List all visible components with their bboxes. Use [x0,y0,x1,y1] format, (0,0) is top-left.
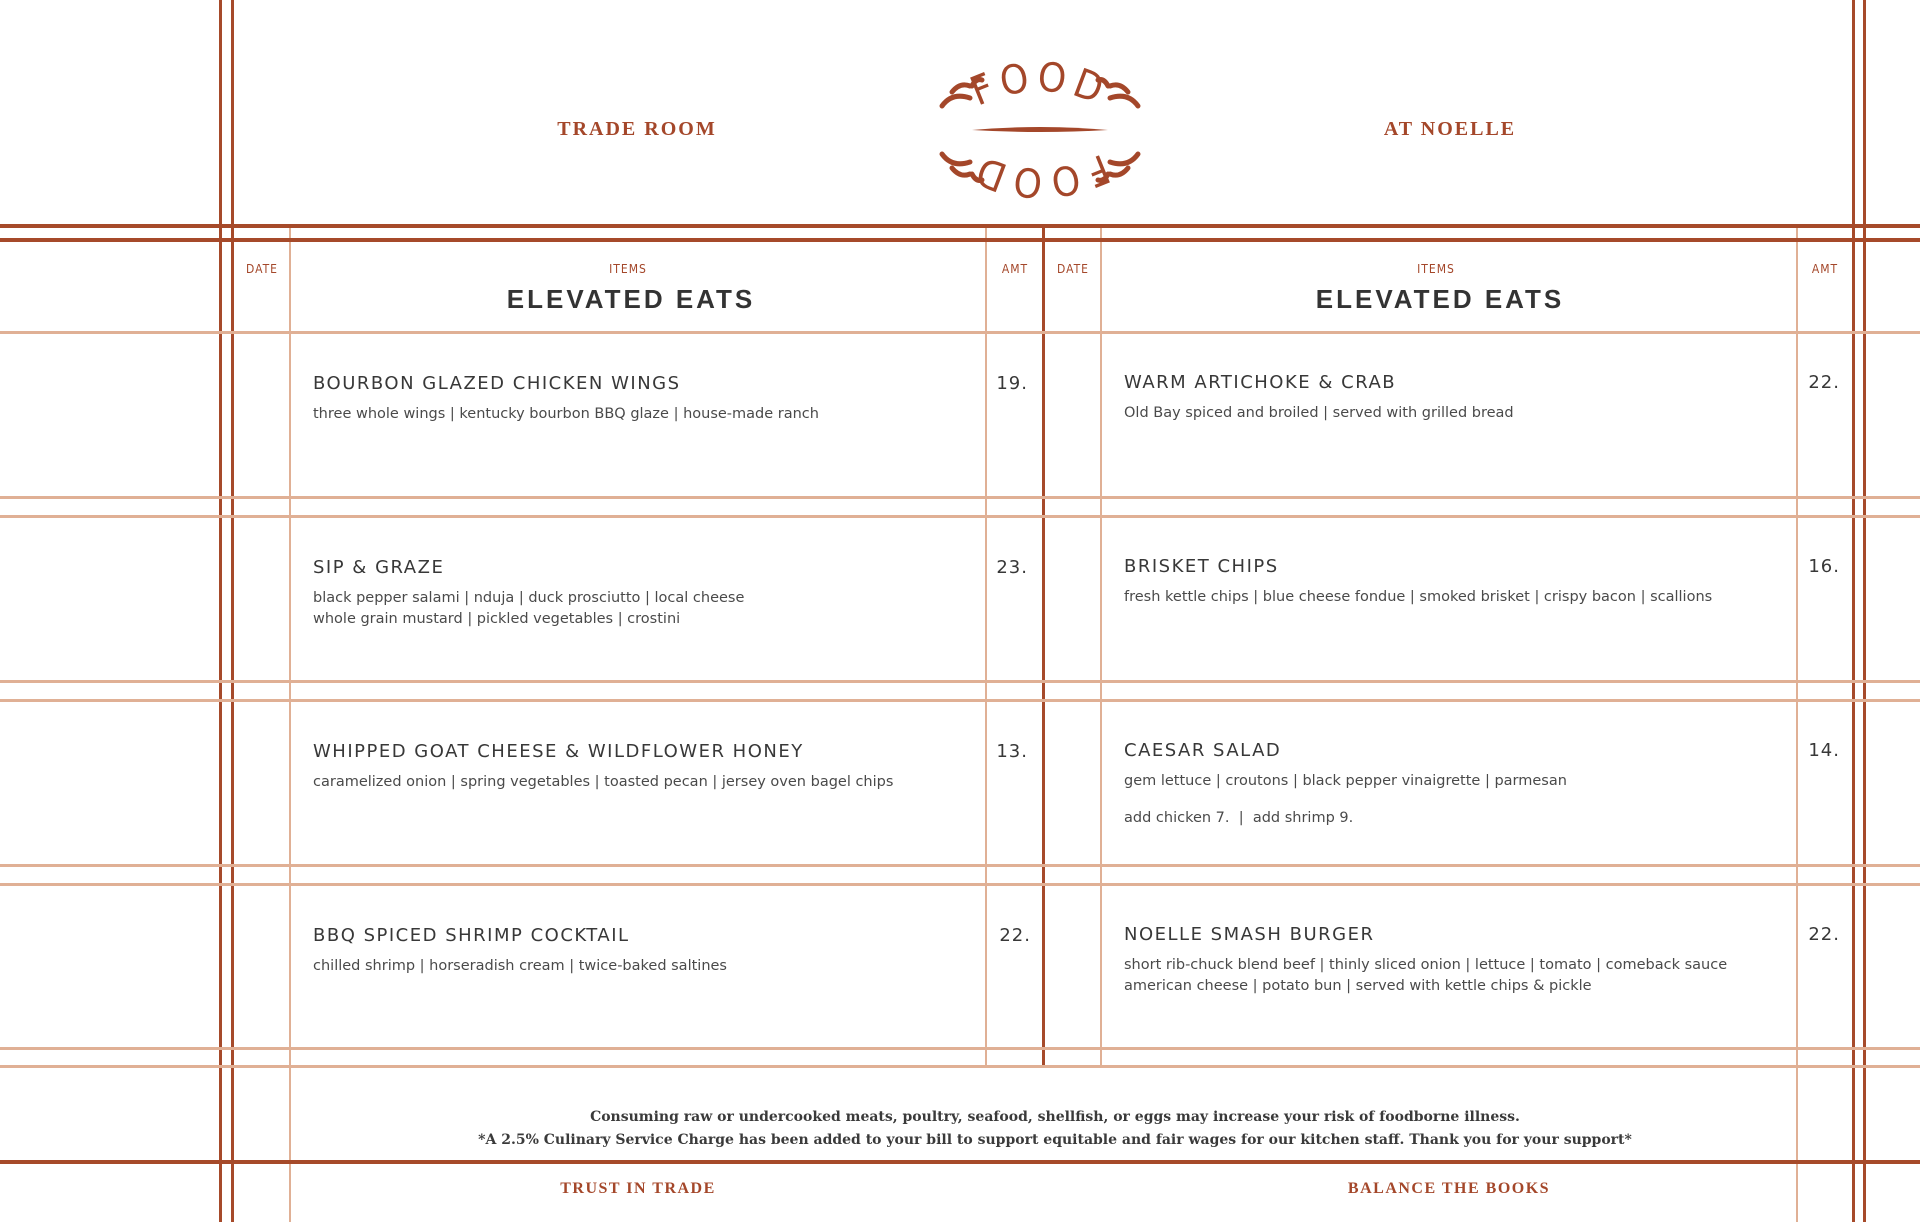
rule-horizontal-title [0,331,1920,334]
footer-left-tagline: TRUST IN TRADE [560,1180,716,1197]
menu-item-name: BOURBON GLAZED CHICKEN WINGS [313,373,681,394]
menu-item [1124,372,1804,424]
rule-horizontal-row2b [0,699,1920,702]
menu-item-name: WHIPPED GOAT CHEESE & WILDFLOWER HONEY [313,741,804,762]
column-header-date-left: DATE [246,262,278,276]
menu-item-description: short rib-chuck blend beef | thinly sliced onion | lettuce | tomato | comeback sauce [1124,957,1728,973]
menu-item-description: three whole wings | kentucky bourbon BBQ glaze | house-made ranch [313,406,819,422]
menu-item-description: whole grain mustard | pickled vegetables | crostini [313,611,681,627]
rule-horizontal-header-1 [0,224,1920,228]
rule-vertical-left-outer [219,0,222,1222]
footer-right-tagline: BALANCE THE BOOKS [1347,1180,1551,1197]
menu-item-description: Old Bay spiced and broiled | served with grilled bread [1124,405,1514,421]
menu-item-price: 22. [1808,372,1840,393]
rule-vertical-right-outer [1863,0,1866,1222]
column-header-items-right: ITEMS [1417,262,1455,276]
menu-item [313,925,993,977]
rule-horizontal-row1a [0,496,1920,499]
menu-item-name: SIP & GRAZE [313,557,445,578]
rule-vertical-left-inner [231,0,234,1222]
rule-horizontal-row4a [0,1047,1920,1050]
header-right-title: AT NOELLE [1383,118,1517,140]
column-header-amt-right: AMT [1811,262,1839,276]
menu-item-name: BRISKET CHIPS [1124,556,1279,577]
menu-item [313,557,993,630]
menu-item-price: 23. [996,557,1028,578]
rule-vertical-date-left [289,226,291,1222]
menu-item [313,373,993,425]
menu-item-description: chilled shrimp | horseradish cream | twice-baked saltines [313,958,727,974]
rule-horizontal-row1b [0,515,1920,518]
menu-item-description: caramelized onion | spring vegetables | toasted pecan | jersey oven bagel chips [313,774,894,790]
header-left-title: TRADE ROOM [557,118,717,140]
menu-item-price: 13. [996,741,1028,762]
rule-horizontal-footer [0,1160,1920,1164]
food-logo [930,50,1150,210]
menu-item-description: fresh kettle chips | blue cheese fondue | smoked brisket | crispy bacon | scallions [1124,589,1713,605]
menu-item-price: 14. [1808,740,1840,761]
menu-item-name: WARM ARTICHOKE & CRAB [1124,372,1397,393]
logo-text-top: FOOD [964,54,1116,116]
rule-horizontal-row3b [0,883,1920,886]
menu-item-price: 19. [996,373,1028,394]
menu-item-description: black pepper salami | nduja | duck prosciutto | local cheese [313,590,745,606]
rule-horizontal-row2a [0,680,1920,683]
rule-vertical-center [1042,226,1045,1066]
service-charge-note: *A 2.5% Culinary Service Charge has been added to your bill to support equitable and fair wages for our kitchen staff. Thank you for your support* [478,1132,1632,1148]
rule-vertical-date-right [1100,226,1102,1066]
rule-horizontal-row4b [0,1065,1920,1068]
rule-horizontal-header-2 [0,238,1920,242]
logo-center-rule [972,127,1108,132]
menu-item-price: 22. [1808,924,1840,945]
rule-vertical-right-inner [1852,0,1855,1222]
column-header-date-right: DATE [1057,262,1089,276]
column-header-amt-left: AMT [1001,262,1029,276]
menu-item-price: 22. [999,925,1031,946]
menu-item [313,741,993,793]
menu-item-name: CAESAR SALAD [1124,740,1282,761]
menu-item-name: NOELLE SMASH BURGER [1124,924,1375,945]
food-safety-warning: Consuming raw or undercooked meats, poultry, seafood, shellfish, or eggs may increase your risk of foodborne illness. [590,1109,1520,1125]
rule-horizontal-row3a [0,864,1920,867]
menu-item-name: BBQ SPICED SHRIMP COCKTAIL [313,925,630,946]
menu-item [1124,924,1804,997]
section-title-left: ELEVATED EATS [506,284,756,314]
logo-text-bottom: FOOD [964,144,1116,206]
menu-item-description: american cheese | potato bun | served with kettle chips & pickle [1124,978,1592,994]
menu-item [1124,740,1804,826]
column-header-items-left: ITEMS [609,262,647,276]
section-title-right: ELEVATED EATS [1315,284,1565,314]
menu-item [1124,556,1804,608]
menu-item-price: 16. [1808,556,1840,577]
menu-item-addons: add chicken 7. | add shrimp 9. [1124,810,1354,826]
menu-item-description: gem lettuce | croutons | black pepper vinaigrette | parmesan [1124,773,1567,789]
